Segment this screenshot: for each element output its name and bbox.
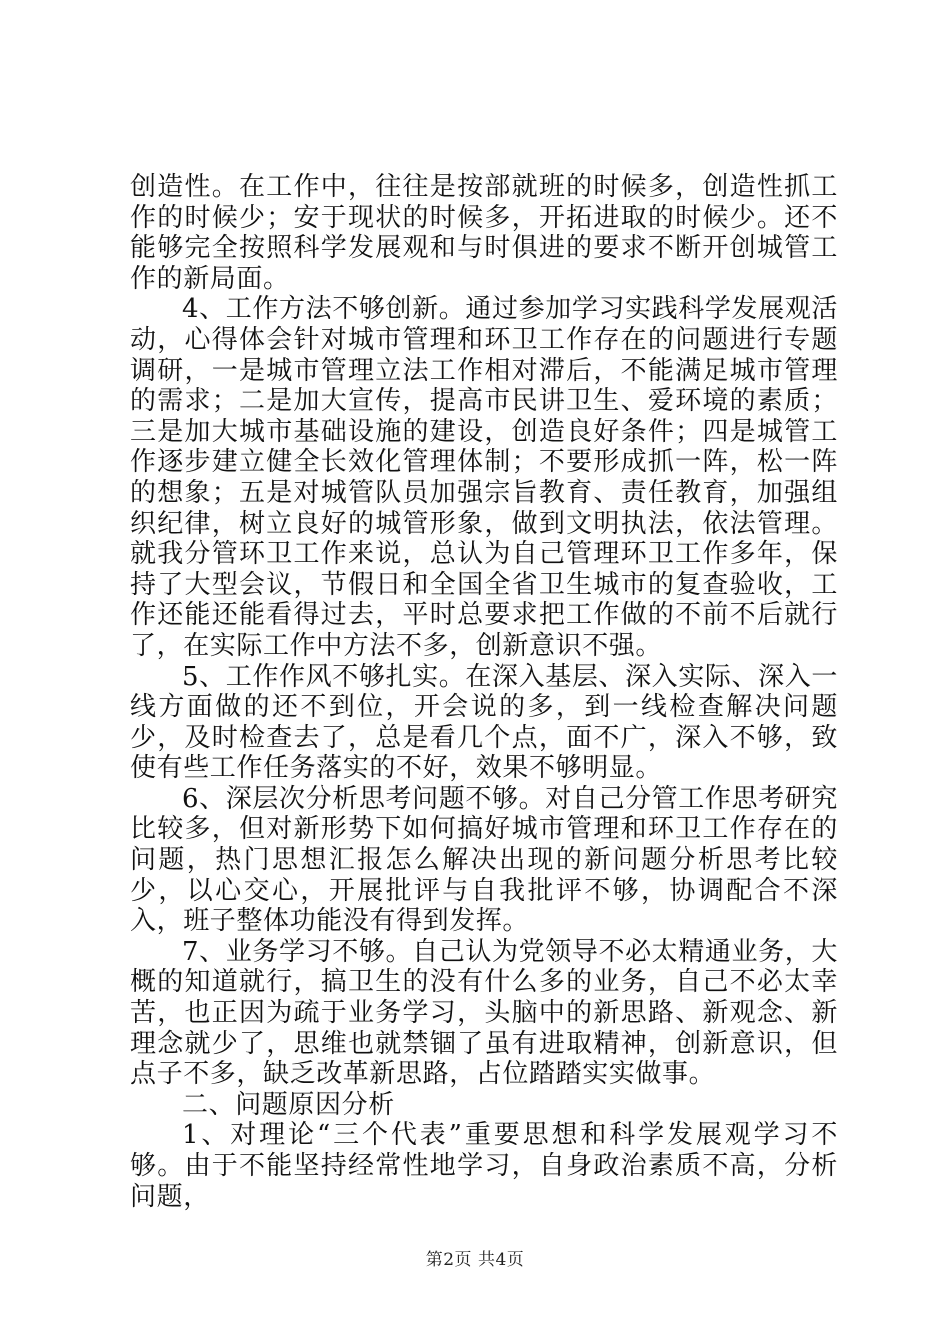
paragraph-6: 1、对理论“三个代表”重要思想和科学发展观学习不够。由于不能坚持经常性地学习，自身政治素质不高，分析问题， xyxy=(130,1120,838,1212)
page-number-footer: 第2页 共4页 xyxy=(425,1250,525,1270)
document-body xyxy=(130,172,838,1212)
paragraph-5: 7、业务学习不够。自己认为党领导不必太精通业务，大概的知道就行，搞卫生的没有什么多的业务，自己不必太幸苦，也正因为疏于业务学习，头脑中的新思路、新观念、新理念就少了，思维也就禁锢了虽有进取精神，创新意识，但点子不多，缺乏改革新思路，占位踏踏实实做事。 xyxy=(130,936,838,1090)
paragraph-2: 4、工作方法不够创新。通过参加学习实践科学发展观活动，心得体会针对城市管理和环卫工作存在的问题进行专题调研，一是城市管理立法工作相对滞后，不能满足城市管理的需求；二是加大宣传，提高市民讲卫生、爱环境的素质；三是加大城市基础设施的建设，创造良好条件；四是城管工作逐步建立健全长效化管理体制；不要形成抓一阵，松一阵的想象；五是对城管队员加强宗旨教育、责任教育，加强组织纪律，树立良好的城管形象，做到文明执法，依法管理。就我分管环卫工作来说，总认为自己管理环卫工作多年，保持了大型会议，节假日和全国全省卫生城市的复查验收，工作还能还能看得过去，平时总要求把工作做的不前不后就行了，在实际工作中方法不多，创新意识不强。 xyxy=(130,294,838,661)
paragraph-1: 创造性。在工作中，往往是按部就班的时候多，创造性抓工作的时候少；安于现状的时候多，开拓进取的时候少。还不能够完全按照科学发展观和与时俱进的要求不断开创城管工作的新局面。 xyxy=(130,172,838,294)
paragraph-4: 6、深层次分析思考问题不够。对自己分管工作思考研究比较多，但对新形势下如何搞好城市管理和环卫工作存在的问题，热门思想汇报怎么解决出现的新问题分析思考比较少，以心交心，开展批评与自我批评不够，协调配合不深入，班子整体功能没有得到发挥。 xyxy=(130,783,838,937)
paragraph-3: 5、工作作风不够扎实。在深入基层、深入实际、深入一线方面做的还不到位，开会说的多，到一线检查解决问题少，及时检查去了，总是看几个点，面不广，深入不够，致使有些工作任务落实的不好，效果不够明显。 xyxy=(130,661,838,784)
section-heading: 二、问题原因分析 xyxy=(182,1089,395,1120)
